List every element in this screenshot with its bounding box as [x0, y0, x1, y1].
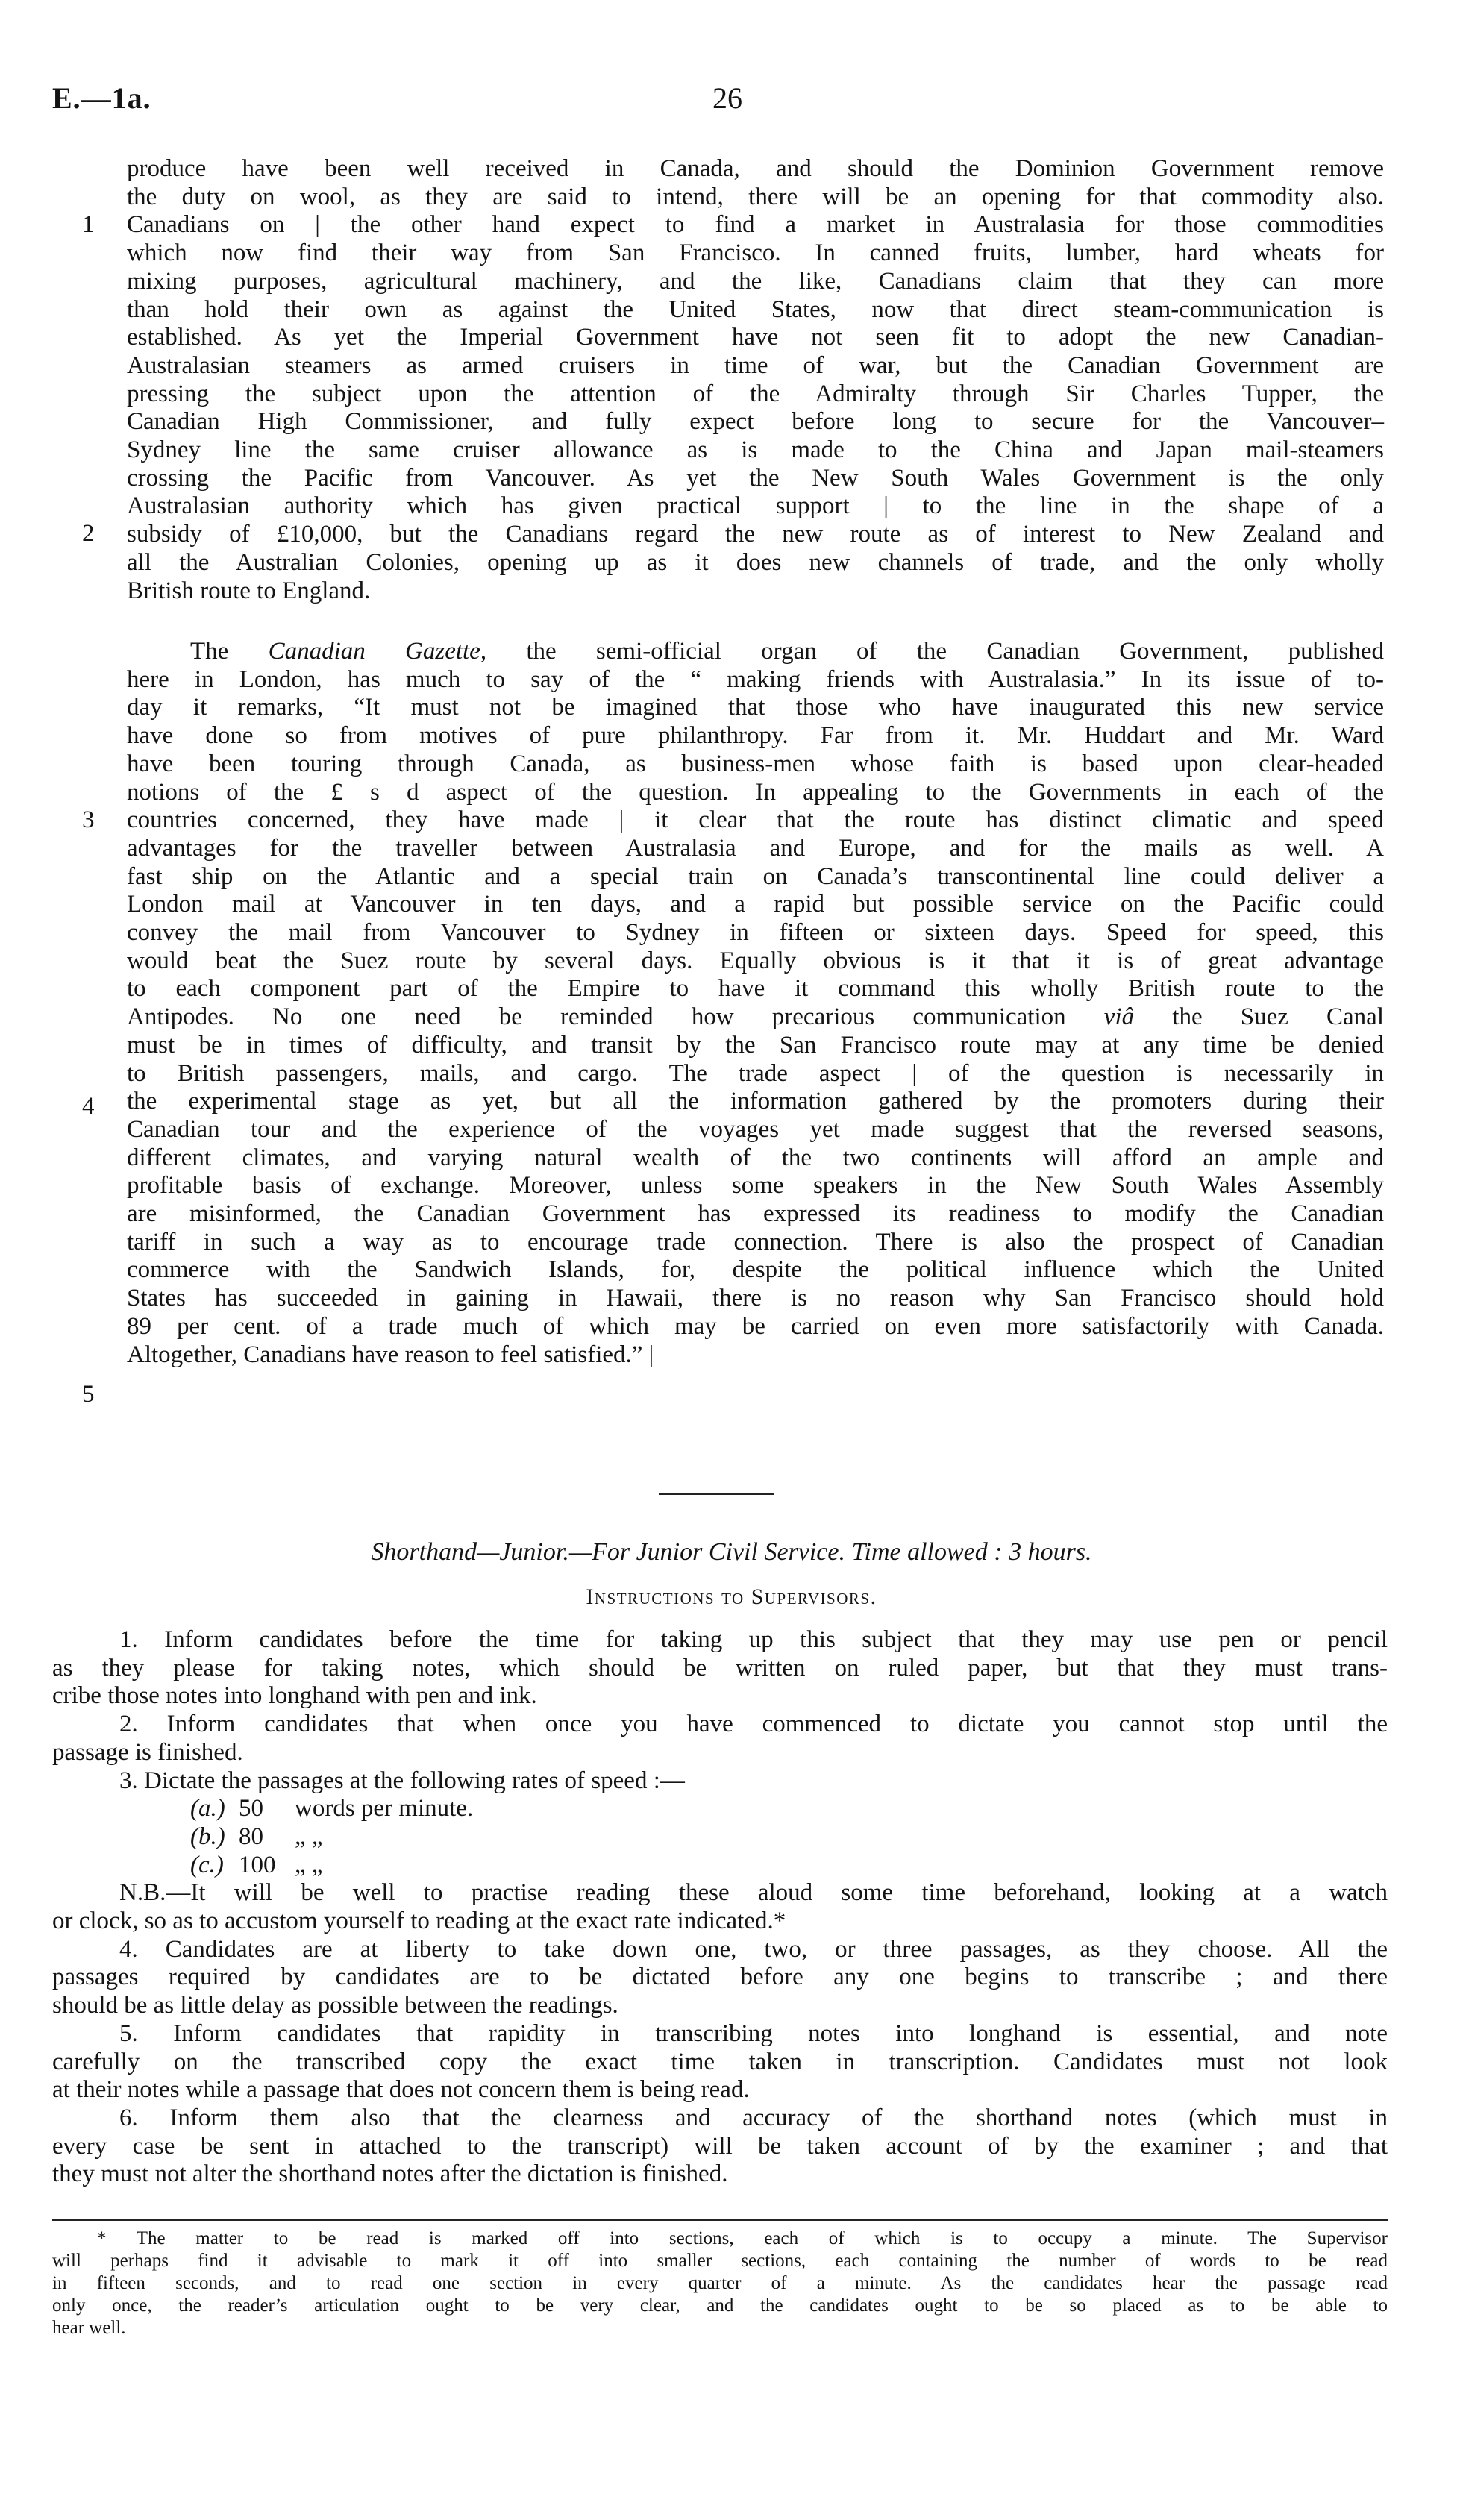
- paragraph-canadian-gazette: [127, 638, 1384, 1369]
- text-line: profitable basis of exchange. Moreover, unless some speakers in the New South Wales Assembly: [127, 1172, 1384, 1200]
- instruction-line: they must not alter the shorthand notes after the dictation is finished.: [52, 2160, 728, 2188]
- text-line: crossing the Pacific from Vancouver. As yet the New South Wales Government is the only: [127, 464, 1384, 492]
- text-line: advantages for the traveller between Australasia and Europe, and for the mails as well. A: [127, 834, 1384, 862]
- section-divider: [659, 1493, 774, 1495]
- page-number: 26: [712, 81, 742, 115]
- margin-number-4: 4: [82, 1093, 95, 1120]
- rate-unit: „ „: [295, 1851, 323, 1878]
- text-run: The: [190, 638, 269, 665]
- text-line: than hold their own as against the United States, now that direct steam-communication is: [127, 295, 1384, 323]
- rate-unit: words per minute.: [295, 1795, 474, 1822]
- text-line: Sydney line the same cruiser allowance as is made to the China and Japan mail-steamers: [127, 436, 1384, 464]
- footnote-line: * The matter to be read is marked off into sections, each of which is to occupy a minute. The Supervisor: [97, 2228, 1388, 2248]
- rate-label: (c.): [190, 1851, 224, 1878]
- rate-label: (b.): [190, 1822, 225, 1850]
- text-line: must be in times of difficulty, and transit by the San Francisco route may at any time be denied: [127, 1031, 1384, 1059]
- header-code: E.—1a.: [52, 81, 151, 115]
- text-run: the Suez Canal: [1134, 1003, 1384, 1031]
- rate-value: 50: [239, 1795, 263, 1822]
- footnote-line: in fifteen seconds, and to read one section in every quarter of a minute. As the candidates hear the passage read: [52, 2273, 1388, 2293]
- footnote: [52, 2228, 1388, 2339]
- text-line: British route to England.: [127, 577, 371, 604]
- rate-unit: „ „: [295, 1822, 323, 1850]
- text-line: States has succeeded in gaining in Hawaii, there is no reason why San Francisco should hold: [127, 1285, 1384, 1312]
- rate-item-b: [52, 1823, 1388, 1852]
- text-line: fast ship on the Atlantic and a special train on Canada’s transcontinental line could deliver a: [127, 862, 1384, 890]
- text-line: which now find their way from San Francisco. In canned fruits, lumber, hard wheats for: [127, 239, 1384, 267]
- text-line: notions of the £ s d aspect of the question. In appealing to the Governments in each of the: [127, 778, 1384, 806]
- text-line: Altogether, Canadians have reason to feel satisfied.” |: [127, 1341, 654, 1368]
- instruction-line: passages required by candidates are to be dictated before any one begins to transcribe ; and there: [52, 1963, 1388, 1991]
- text-line: to British passengers, mails, and cargo. The trade aspect | of the question is necessarily in: [127, 1059, 1384, 1087]
- text-line: subsidy of £10,000, but the Canadians regard the new route as of interest to New Zealand and: [127, 521, 1384, 548]
- instruction-line: 4. Candidates are at liberty to take down one, two, or three passages, as they choose. All the: [119, 1935, 1388, 1963]
- rate-item-c: [52, 1852, 1388, 1880]
- text-line: pressing the subject upon the attention of the Admiralty through Sir Charles Tupper, the: [127, 380, 1384, 407]
- instruction-line: cribe those notes into longhand with pen and ink.: [52, 1682, 537, 1710]
- text-line: Canadian tour and the experience of the voyages yet made suggest that the reversed seasons,: [127, 1115, 1384, 1143]
- instruction-line: 3. Dictate the passages at the following rates of speed :—: [119, 1767, 685, 1794]
- footnote-line: hear well.: [52, 2318, 126, 2338]
- text-line: produce have been well received in Canada, and should the Dominion Government remove: [127, 155, 1384, 182]
- text-line: countries concerned, they have made | it clear that the route has distinct climatic and speed: [127, 806, 1384, 834]
- text-line: [127, 638, 1384, 666]
- margin-number-3: 3: [82, 806, 95, 833]
- footnote-divider: [52, 2219, 1388, 2221]
- text-line: 89 per cent. of a trade much of which may be carried on even more satisfactorily with Canada.: [127, 1312, 1384, 1340]
- text-line: all the Australian Colonies, opening up as it does new channels of trade, and the only wholly: [127, 548, 1384, 576]
- instruction-line: should be as little delay as possible between the readings.: [52, 1992, 618, 2019]
- supervisor-instructions: [52, 1626, 1388, 2189]
- text-line: convey the mail from Vancouver to Sydney in fifteen or sixteen days. Speed for speed, this: [127, 919, 1384, 947]
- rate-value: 100: [239, 1851, 276, 1878]
- text-run: the semi-official organ of the Canadian Government, published: [486, 638, 1384, 665]
- text-line: commerce with the Sandwich Islands, for, despite the political influence which the United: [127, 1256, 1384, 1284]
- instruction-line: 6. Inform them also that the clearness and accuracy of the shorthand notes (which must in: [119, 2104, 1388, 2131]
- instruction-line: 1. Inform candidates before the time for taking up this subject that they may use pen or pencil: [119, 1626, 1388, 1653]
- rate-label: (a.): [190, 1795, 225, 1822]
- text-line: to each component part of the Empire to have it command this wholly British route to the: [127, 975, 1384, 1003]
- text-run: Antipodes. No one need be reminded how precarious communication: [127, 1003, 1104, 1031]
- paragraph-canada-produce: [127, 155, 1384, 605]
- rate-item-a: [52, 1795, 1388, 1823]
- text-line: established. As yet the Imperial Government have not seen fit to adopt the new Canadian-: [127, 324, 1384, 351]
- instruction-line: 5. Inform candidates that rapidity in transcribing notes into longhand is essential, and note: [119, 2019, 1388, 2047]
- publication-title: Canadian Gazette,: [268, 638, 487, 665]
- text-line: would beat the Suez route by several days. Equally obvious is it that it is of great advantage: [127, 947, 1384, 974]
- text-line: here in London, has much to say of the “ making friends with Australasia.” In its issue of to-: [127, 665, 1384, 693]
- text-line: the duty on wool, as they are said to intend, there will be an opening for that commodity also.: [127, 183, 1384, 210]
- text-line: have been touring through Canada, as business-men whose faith is based upon clear-headed: [127, 750, 1384, 777]
- section-title: Shorthand—Junior.—For Junior Civil Service. Time allowed : 3 hours.: [371, 1538, 1092, 1566]
- rate-value: 80: [239, 1822, 263, 1850]
- text-line: Australasian steamers as armed cruisers in time of war, but the Canadian Government are: [127, 351, 1384, 379]
- instruction-line: passage is finished.: [52, 1738, 243, 1766]
- instruction-line: every case be sent in attached to the transcript) will be taken account of by the examiner ; and that: [52, 2132, 1388, 2160]
- instruction-line: as they please for taking notes, which should be written on ruled paper, but that they must trans-: [52, 1654, 1388, 1681]
- text-line: tariff in such a way as to encourage trade connection. There is also the prospect of Canadian: [127, 1228, 1384, 1256]
- margin-number-5: 5: [82, 1381, 95, 1408]
- text-line: Australasian authority which has given practical support | to the line in the shape of a: [127, 492, 1384, 520]
- margin-number-2: 2: [82, 520, 95, 547]
- instruction-line: at their notes while a passage that does not concern them is being read.: [52, 2076, 750, 2104]
- text-line: mixing purposes, agricultural machinery, and the like, Canadians claim that they can more: [127, 267, 1384, 295]
- text-line: are misinformed, the Canadian Government has expressed its readiness to modify the Canadian: [127, 1200, 1384, 1228]
- italic-word: viâ: [1103, 1003, 1135, 1031]
- instruction-line: or clock, so as to accustom yourself to reading at the exact rate indicated.*: [52, 1908, 786, 1935]
- text-line: different climates, and varying natural wealth of the two continents will afford an ample and: [127, 1144, 1384, 1171]
- text-line: Canadian High Commissioner, and fully expect before long to secure for the Vancouver–: [127, 408, 1384, 436]
- section-subtitle: Instructions to Supervisors.: [586, 1585, 877, 1609]
- text-line: Canadians on | the other hand expect to find a market in Australasia for those commodities: [127, 211, 1384, 239]
- footnote-line: only once, the reader’s articulation ought to be very clear, and the candidates ought to be so placed as to be able to: [52, 2295, 1388, 2316]
- instruction-line: N.B.—It will be well to practise reading these aloud some time beforehand, looking at a watch: [119, 1879, 1388, 1907]
- instruction-line: carefully on the transcribed copy the exact time taken in transcription. Candidates must not look: [52, 2048, 1388, 2075]
- text-line: the experimental stage as yet, but all the information gathered by the promoters during their: [127, 1088, 1384, 1115]
- instruction-line: 2. Inform candidates that when once you have commenced to dictate you cannot stop until the: [119, 1711, 1388, 1738]
- text-line: day it remarks, “It must not be imagined that those who have inaugurated this new service: [127, 694, 1384, 721]
- margin-number-1: 1: [82, 211, 95, 238]
- text-line: [127, 1003, 1384, 1032]
- text-line: have done so from motives of pure philanthropy. Far from it. Mr. Huddart and Mr. Ward: [127, 722, 1384, 750]
- text-line: London mail at Vancouver in ten days, and a rapid but possible service on the Pacific could: [127, 891, 1384, 918]
- footnote-line: will perhaps find it advisable to mark it off into smaller sections, each containing the number of words to be read: [52, 2251, 1388, 2271]
